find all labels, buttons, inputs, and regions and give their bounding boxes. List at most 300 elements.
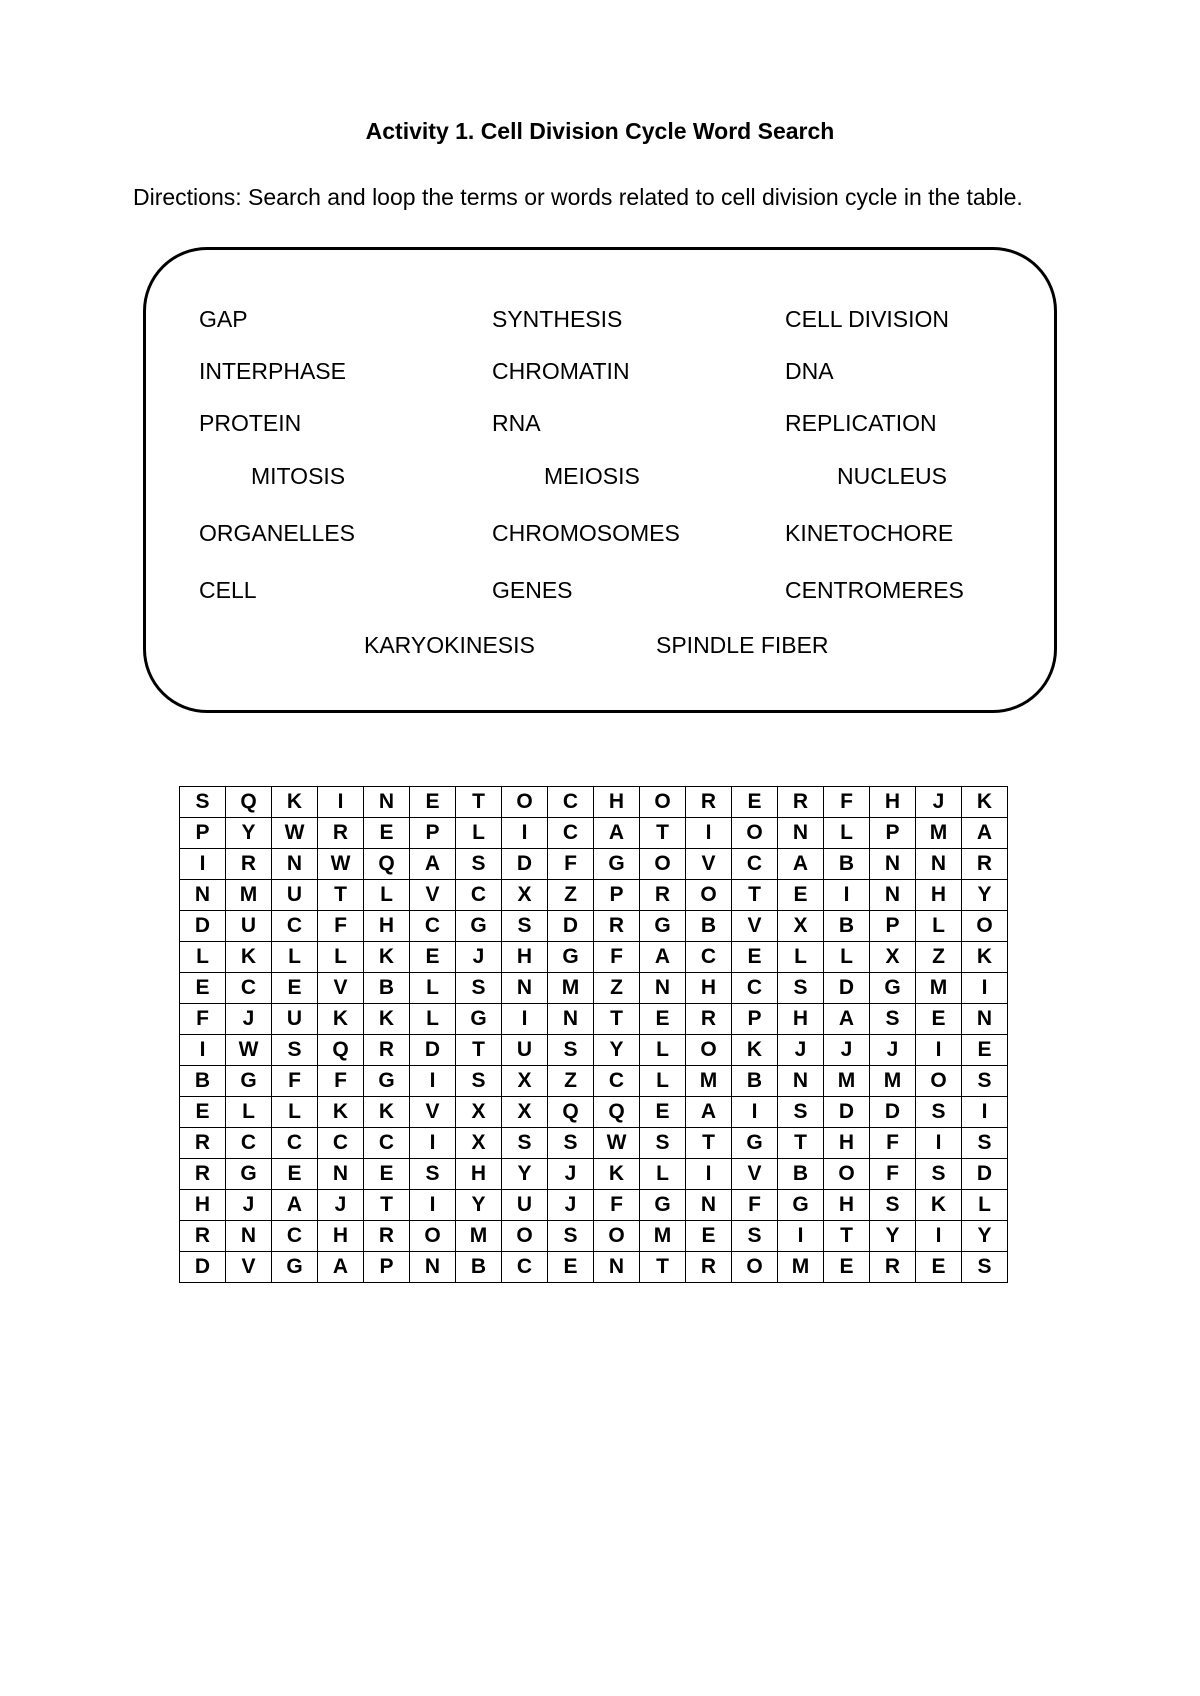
- grid-cell[interactable]: N: [778, 818, 824, 849]
- grid-cell[interactable]: L: [640, 1035, 686, 1066]
- grid-cell[interactable]: L: [364, 880, 410, 911]
- grid-cell[interactable]: F: [318, 1066, 364, 1097]
- grid-cell[interactable]: P: [410, 818, 456, 849]
- grid-cell[interactable]: C: [548, 787, 594, 818]
- grid-cell[interactable]: D: [824, 1097, 870, 1128]
- grid-cell[interactable]: M: [870, 1066, 916, 1097]
- term-interphase: INTERPHASE: [199, 358, 346, 384]
- grid-cell[interactable]: J: [548, 1159, 594, 1190]
- grid-cell[interactable]: R: [226, 849, 272, 880]
- grid-cell[interactable]: H: [502, 942, 548, 973]
- grid-cell[interactable]: L: [640, 1066, 686, 1097]
- grid-cell[interactable]: O: [640, 849, 686, 880]
- grid-cell[interactable]: A: [778, 849, 824, 880]
- grid-cell[interactable]: P: [732, 1004, 778, 1035]
- grid-cell[interactable]: N: [272, 849, 318, 880]
- grid-cell[interactable]: Y: [962, 1221, 1008, 1252]
- grid-cell[interactable]: I: [686, 1159, 732, 1190]
- grid-cell[interactable]: V: [410, 880, 456, 911]
- grid-cell[interactable]: E: [962, 1035, 1008, 1066]
- grid-cell[interactable]: W: [226, 1035, 272, 1066]
- grid-cell[interactable]: E: [272, 1159, 318, 1190]
- grid-cell[interactable]: R: [686, 787, 732, 818]
- grid-cell[interactable]: G: [364, 1066, 410, 1097]
- grid-cell[interactable]: C: [502, 1252, 548, 1283]
- grid-cell[interactable]: A: [962, 818, 1008, 849]
- grid-cell[interactable]: F: [824, 787, 870, 818]
- grid-cell[interactable]: T: [640, 1252, 686, 1283]
- grid-cell[interactable]: L: [778, 942, 824, 973]
- grid-cell[interactable]: B: [456, 1252, 502, 1283]
- grid-cell[interactable]: E: [548, 1252, 594, 1283]
- grid-cell[interactable]: Q: [364, 849, 410, 880]
- grid-cell[interactable]: S: [962, 1252, 1008, 1283]
- grid-cell[interactable]: Z: [916, 942, 962, 973]
- term-chromatin: CHROMATIN: [492, 358, 630, 384]
- grid-cell[interactable]: E: [180, 1097, 226, 1128]
- grid-cell[interactable]: R: [640, 880, 686, 911]
- grid-cell[interactable]: J: [456, 942, 502, 973]
- grid-cell[interactable]: O: [686, 1035, 732, 1066]
- grid-cell[interactable]: E: [180, 973, 226, 1004]
- grid-cell[interactable]: S: [548, 1221, 594, 1252]
- grid-cell[interactable]: R: [778, 787, 824, 818]
- grid-cell[interactable]: J: [318, 1190, 364, 1221]
- grid-cell[interactable]: C: [272, 1128, 318, 1159]
- directions-text: Directions: Search and loop the terms or words related to cell division cycle in the table.: [133, 184, 1023, 210]
- grid-cell[interactable]: H: [318, 1221, 364, 1252]
- grid-cell[interactable]: G: [456, 911, 502, 942]
- grid-cell[interactable]: M: [916, 973, 962, 1004]
- grid-cell[interactable]: H: [456, 1159, 502, 1190]
- grid-cell[interactable]: C: [364, 1128, 410, 1159]
- grid-cell[interactable]: I: [824, 880, 870, 911]
- grid-cell[interactable]: D: [824, 973, 870, 1004]
- grid-cell[interactable]: D: [548, 911, 594, 942]
- grid-cell[interactable]: U: [502, 1190, 548, 1221]
- grid-cell[interactable]: L: [916, 911, 962, 942]
- grid-cell[interactable]: N: [180, 880, 226, 911]
- grid-cell[interactable]: L: [410, 1004, 456, 1035]
- grid-cell[interactable]: J: [916, 787, 962, 818]
- grid-cell[interactable]: N: [916, 849, 962, 880]
- grid-cell[interactable]: S: [732, 1221, 778, 1252]
- grid-cell[interactable]: O: [686, 880, 732, 911]
- grid-cell[interactable]: O: [502, 1221, 548, 1252]
- grid-cell[interactable]: O: [410, 1221, 456, 1252]
- grid-cell[interactable]: I: [916, 1221, 962, 1252]
- grid-cell[interactable]: I: [410, 1190, 456, 1221]
- grid-cell[interactable]: L: [318, 942, 364, 973]
- grid-cell[interactable]: K: [962, 787, 1008, 818]
- grid-cell[interactable]: N: [410, 1252, 456, 1283]
- grid-cell[interactable]: U: [226, 911, 272, 942]
- grid-cell[interactable]: G: [778, 1190, 824, 1221]
- grid-cell[interactable]: I: [962, 1097, 1008, 1128]
- grid-cell[interactable]: J: [226, 1190, 272, 1221]
- grid-cell[interactable]: J: [824, 1035, 870, 1066]
- grid-cell[interactable]: X: [778, 911, 824, 942]
- grid-cell[interactable]: E: [732, 942, 778, 973]
- term-centromeres: CENTROMERES: [785, 577, 964, 603]
- grid-cell[interactable]: O: [732, 1252, 778, 1283]
- grid-cell[interactable]: O: [732, 818, 778, 849]
- grid-cell[interactable]: I: [778, 1221, 824, 1252]
- grid-cell[interactable]: I: [410, 1066, 456, 1097]
- grid-cell[interactable]: K: [732, 1035, 778, 1066]
- grid-cell[interactable]: U: [502, 1035, 548, 1066]
- grid-cell[interactable]: X: [502, 1066, 548, 1097]
- grid-cell[interactable]: L: [272, 942, 318, 973]
- grid-cell[interactable]: N: [226, 1221, 272, 1252]
- grid-cell[interactable]: B: [364, 973, 410, 1004]
- grid-cell[interactable]: L: [456, 818, 502, 849]
- grid-cell[interactable]: R: [180, 1128, 226, 1159]
- grid-cell[interactable]: B: [824, 911, 870, 942]
- grid-cell[interactable]: O: [502, 787, 548, 818]
- grid-cell[interactable]: K: [318, 1004, 364, 1035]
- grid-cell[interactable]: V: [226, 1252, 272, 1283]
- grid-cell[interactable]: M: [456, 1221, 502, 1252]
- grid-cell[interactable]: V: [410, 1097, 456, 1128]
- grid-cell[interactable]: E: [916, 1252, 962, 1283]
- grid-cell[interactable]: N: [686, 1190, 732, 1221]
- grid-cell[interactable]: H: [824, 1128, 870, 1159]
- grid-cell[interactable]: N: [364, 787, 410, 818]
- grid-cell[interactable]: K: [364, 1004, 410, 1035]
- grid-cell[interactable]: N: [318, 1159, 364, 1190]
- grid-cell[interactable]: F: [548, 849, 594, 880]
- grid-cell[interactable]: P: [180, 818, 226, 849]
- grid-cell[interactable]: C: [226, 1128, 272, 1159]
- grid-cell[interactable]: G: [226, 1066, 272, 1097]
- grid-cell[interactable]: J: [226, 1004, 272, 1035]
- grid-cell[interactable]: A: [272, 1190, 318, 1221]
- grid-cell[interactable]: F: [732, 1190, 778, 1221]
- grid-cell[interactable]: Y: [226, 818, 272, 849]
- grid-cell[interactable]: K: [916, 1190, 962, 1221]
- grid-cell[interactable]: O: [916, 1066, 962, 1097]
- grid-cell[interactable]: L: [226, 1097, 272, 1128]
- grid-cell[interactable]: G: [456, 1004, 502, 1035]
- grid-cell[interactable]: R: [686, 1004, 732, 1035]
- grid-cell[interactable]: V: [732, 1159, 778, 1190]
- grid-row: [180, 1035, 1008, 1066]
- grid-cell[interactable]: G: [226, 1159, 272, 1190]
- grid-cell[interactable]: A: [318, 1252, 364, 1283]
- grid-cell[interactable]: H: [916, 880, 962, 911]
- grid-cell[interactable]: K: [364, 942, 410, 973]
- grid-cell[interactable]: T: [456, 787, 502, 818]
- grid-cell[interactable]: L: [824, 942, 870, 973]
- grid-cell[interactable]: Q: [594, 1097, 640, 1128]
- grid-cell[interactable]: C: [272, 911, 318, 942]
- grid-cell[interactable]: S: [456, 1066, 502, 1097]
- grid-cell[interactable]: P: [594, 880, 640, 911]
- grid-cell[interactable]: O: [640, 787, 686, 818]
- grid-cell[interactable]: R: [364, 1221, 410, 1252]
- grid-cell[interactable]: X: [456, 1128, 502, 1159]
- grid-cell[interactable]: G: [870, 973, 916, 1004]
- grid-cell[interactable]: H: [594, 787, 640, 818]
- grid-cell[interactable]: K: [962, 942, 1008, 973]
- grid-cell[interactable]: P: [870, 911, 916, 942]
- grid-cell[interactable]: S: [962, 1128, 1008, 1159]
- grid-cell[interactable]: V: [318, 973, 364, 1004]
- grid-cell[interactable]: O: [594, 1221, 640, 1252]
- grid-cell[interactable]: N: [594, 1252, 640, 1283]
- grid-cell[interactable]: F: [594, 942, 640, 973]
- grid-cell[interactable]: N: [548, 1004, 594, 1035]
- grid-cell[interactable]: S: [870, 1004, 916, 1035]
- grid-cell[interactable]: N: [640, 973, 686, 1004]
- grid-cell[interactable]: Y: [456, 1190, 502, 1221]
- grid-cell[interactable]: E: [364, 818, 410, 849]
- grid-cell[interactable]: Q: [548, 1097, 594, 1128]
- grid-cell[interactable]: S: [456, 973, 502, 1004]
- grid-row: [180, 1252, 1008, 1283]
- grid-cell[interactable]: D: [410, 1035, 456, 1066]
- grid-cell[interactable]: T: [364, 1190, 410, 1221]
- grid-cell[interactable]: S: [548, 1035, 594, 1066]
- grid-cell[interactable]: E: [778, 880, 824, 911]
- grid-cell[interactable]: C: [686, 942, 732, 973]
- grid-cell[interactable]: O: [824, 1159, 870, 1190]
- grid-cell[interactable]: O: [962, 911, 1008, 942]
- grid-cell[interactable]: J: [870, 1035, 916, 1066]
- term-spindle-fiber: SPINDLE FIBER: [656, 632, 829, 658]
- grid-cell[interactable]: K: [318, 1097, 364, 1128]
- grid-cell[interactable]: W: [594, 1128, 640, 1159]
- grid-cell[interactable]: N: [962, 1004, 1008, 1035]
- grid-cell[interactable]: S: [778, 1097, 824, 1128]
- grid-cell[interactable]: N: [502, 973, 548, 1004]
- grid-cell[interactable]: F: [272, 1066, 318, 1097]
- grid-cell[interactable]: U: [272, 880, 318, 911]
- grid-cell[interactable]: W: [272, 818, 318, 849]
- grid-cell[interactable]: I: [502, 818, 548, 849]
- grid-cell[interactable]: C: [272, 1221, 318, 1252]
- grid-cell[interactable]: E: [640, 1097, 686, 1128]
- grid-cell[interactable]: I: [180, 1035, 226, 1066]
- grid-cell[interactable]: H: [686, 973, 732, 1004]
- grid-cell[interactable]: K: [364, 1097, 410, 1128]
- grid-cell[interactable]: R: [962, 849, 1008, 880]
- grid-cell[interactable]: C: [410, 911, 456, 942]
- term-meiosis: MEIOSIS: [544, 463, 640, 489]
- grid-cell[interactable]: V: [732, 911, 778, 942]
- grid-row: [180, 849, 1008, 880]
- grid-cell[interactable]: F: [870, 1128, 916, 1159]
- grid-cell[interactable]: H: [180, 1190, 226, 1221]
- grid-cell[interactable]: I: [318, 787, 364, 818]
- grid-cell[interactable]: M: [916, 818, 962, 849]
- grid-cell[interactable]: N: [778, 1066, 824, 1097]
- grid-cell[interactable]: Y: [502, 1159, 548, 1190]
- term-rna: RNA: [492, 410, 541, 436]
- grid-cell[interactable]: I: [502, 1004, 548, 1035]
- grid-cell[interactable]: S: [640, 1128, 686, 1159]
- grid-cell[interactable]: F: [180, 1004, 226, 1035]
- grid-cell[interactable]: M: [686, 1066, 732, 1097]
- grid-cell[interactable]: B: [824, 849, 870, 880]
- grid-cell[interactable]: S: [410, 1159, 456, 1190]
- grid-cell[interactable]: I: [732, 1097, 778, 1128]
- grid-cell[interactable]: R: [594, 911, 640, 942]
- grid-row: [180, 787, 1008, 818]
- grid-cell[interactable]: F: [594, 1190, 640, 1221]
- grid-cell[interactable]: L: [180, 942, 226, 973]
- grid-cell[interactable]: Z: [548, 880, 594, 911]
- grid-cell[interactable]: V: [686, 849, 732, 880]
- grid-cell[interactable]: Z: [548, 1066, 594, 1097]
- grid-cell[interactable]: Z: [594, 973, 640, 1004]
- grid-cell[interactable]: F: [318, 911, 364, 942]
- grid-cell[interactable]: R: [180, 1221, 226, 1252]
- grid-cell[interactable]: S: [778, 973, 824, 1004]
- grid-cell[interactable]: Y: [594, 1035, 640, 1066]
- grid-cell[interactable]: G: [640, 911, 686, 942]
- grid-cell[interactable]: W: [318, 849, 364, 880]
- grid-cell[interactable]: D: [502, 849, 548, 880]
- grid-cell[interactable]: F: [870, 1159, 916, 1190]
- grid-cell[interactable]: L: [272, 1097, 318, 1128]
- grid-cell[interactable]: L: [824, 818, 870, 849]
- grid-cell[interactable]: T: [594, 1004, 640, 1035]
- grid-cell[interactable]: D: [180, 1252, 226, 1283]
- grid-cell[interactable]: P: [364, 1252, 410, 1283]
- grid-cell[interactable]: R: [686, 1252, 732, 1283]
- grid-cell[interactable]: A: [686, 1097, 732, 1128]
- grid-cell[interactable]: B: [778, 1159, 824, 1190]
- grid-cell[interactable]: Y: [962, 880, 1008, 911]
- grid-cell[interactable]: R: [870, 1252, 916, 1283]
- grid-cell[interactable]: M: [778, 1252, 824, 1283]
- grid-cell[interactable]: B: [686, 911, 732, 942]
- grid-cell[interactable]: S: [272, 1035, 318, 1066]
- grid-cell[interactable]: I: [962, 973, 1008, 1004]
- grid-cell[interactable]: S: [502, 1128, 548, 1159]
- grid-cell[interactable]: P: [870, 818, 916, 849]
- grid-cell[interactable]: I: [916, 1035, 962, 1066]
- grid-cell[interactable]: S: [870, 1190, 916, 1221]
- grid-cell[interactable]: H: [870, 787, 916, 818]
- grid-cell[interactable]: E: [640, 1004, 686, 1035]
- grid-cell[interactable]: G: [272, 1252, 318, 1283]
- grid-cell[interactable]: E: [272, 973, 318, 1004]
- grid-cell[interactable]: L: [962, 1190, 1008, 1221]
- grid-cell[interactable]: X: [456, 1097, 502, 1128]
- grid-cell[interactable]: M: [824, 1066, 870, 1097]
- grid-cell[interactable]: S: [180, 787, 226, 818]
- grid-cell[interactable]: N: [870, 849, 916, 880]
- grid-cell[interactable]: T: [732, 880, 778, 911]
- grid-cell[interactable]: T: [456, 1035, 502, 1066]
- grid-cell[interactable]: Y: [870, 1221, 916, 1252]
- grid-cell[interactable]: M: [226, 880, 272, 911]
- grid-cell[interactable]: I: [410, 1128, 456, 1159]
- grid-cell[interactable]: M: [548, 973, 594, 1004]
- grid-cell[interactable]: D: [962, 1159, 1008, 1190]
- grid-cell[interactable]: G: [548, 942, 594, 973]
- grid-cell[interactable]: S: [456, 849, 502, 880]
- grid-cell[interactable]: S: [548, 1128, 594, 1159]
- grid-cell[interactable]: R: [364, 1035, 410, 1066]
- grid-cell[interactable]: A: [824, 1004, 870, 1035]
- grid-cell[interactable]: E: [364, 1159, 410, 1190]
- grid-cell[interactable]: S: [916, 1097, 962, 1128]
- grid-cell[interactable]: L: [410, 973, 456, 1004]
- grid-cell[interactable]: S: [916, 1159, 962, 1190]
- grid-cell[interactable]: N: [870, 880, 916, 911]
- grid-cell[interactable]: A: [594, 818, 640, 849]
- grid-cell[interactable]: K: [226, 942, 272, 973]
- grid-cell[interactable]: E: [916, 1004, 962, 1035]
- grid-cell[interactable]: M: [640, 1221, 686, 1252]
- grid-cell[interactable]: E: [686, 1221, 732, 1252]
- grid-cell[interactable]: T: [318, 880, 364, 911]
- grid-cell[interactable]: S: [502, 911, 548, 942]
- grid-cell[interactable]: B: [180, 1066, 226, 1097]
- grid-cell[interactable]: I: [916, 1128, 962, 1159]
- grid-cell[interactable]: D: [870, 1097, 916, 1128]
- grid-cell[interactable]: Q: [226, 787, 272, 818]
- grid-row: [180, 880, 1008, 911]
- grid-cell[interactable]: C: [732, 973, 778, 1004]
- grid-cell[interactable]: C: [318, 1128, 364, 1159]
- grid-cell[interactable]: A: [410, 849, 456, 880]
- grid-cell[interactable]: J: [548, 1190, 594, 1221]
- grid-cell[interactable]: H: [364, 911, 410, 942]
- grid-cell[interactable]: X: [870, 942, 916, 973]
- grid-cell[interactable]: R: [180, 1159, 226, 1190]
- grid-cell[interactable]: T: [686, 1128, 732, 1159]
- grid-cell[interactable]: J: [778, 1035, 824, 1066]
- grid-cell[interactable]: L: [640, 1159, 686, 1190]
- grid-cell[interactable]: S: [962, 1066, 1008, 1097]
- grid-cell[interactable]: U: [272, 1004, 318, 1035]
- grid-cell[interactable]: E: [410, 787, 456, 818]
- grid-cell[interactable]: A: [640, 942, 686, 973]
- grid-cell[interactable]: G: [594, 849, 640, 880]
- grid-cell[interactable]: C: [226, 973, 272, 1004]
- grid-cell[interactable]: C: [594, 1066, 640, 1097]
- grid-cell[interactable]: I: [180, 849, 226, 880]
- grid-cell[interactable]: E: [732, 787, 778, 818]
- grid-cell[interactable]: X: [502, 880, 548, 911]
- grid-cell[interactable]: T: [640, 818, 686, 849]
- grid-cell[interactable]: I: [686, 818, 732, 849]
- grid-cell[interactable]: G: [732, 1128, 778, 1159]
- grid-cell[interactable]: D: [180, 911, 226, 942]
- grid-cell[interactable]: X: [502, 1097, 548, 1128]
- grid-cell[interactable]: C: [456, 880, 502, 911]
- grid-cell[interactable]: H: [778, 1004, 824, 1035]
- grid-cell[interactable]: K: [272, 787, 318, 818]
- grid-cell[interactable]: Q: [318, 1035, 364, 1066]
- grid-cell[interactable]: B: [732, 1066, 778, 1097]
- grid-cell[interactable]: C: [548, 818, 594, 849]
- grid-cell[interactable]: G: [640, 1190, 686, 1221]
- grid-cell[interactable]: T: [778, 1128, 824, 1159]
- grid-cell[interactable]: T: [824, 1221, 870, 1252]
- grid-cell[interactable]: C: [732, 849, 778, 880]
- grid-cell[interactable]: H: [824, 1190, 870, 1221]
- grid-cell[interactable]: E: [410, 942, 456, 973]
- grid-cell[interactable]: R: [318, 818, 364, 849]
- grid-cell[interactable]: K: [594, 1159, 640, 1190]
- grid-cell[interactable]: E: [824, 1252, 870, 1283]
